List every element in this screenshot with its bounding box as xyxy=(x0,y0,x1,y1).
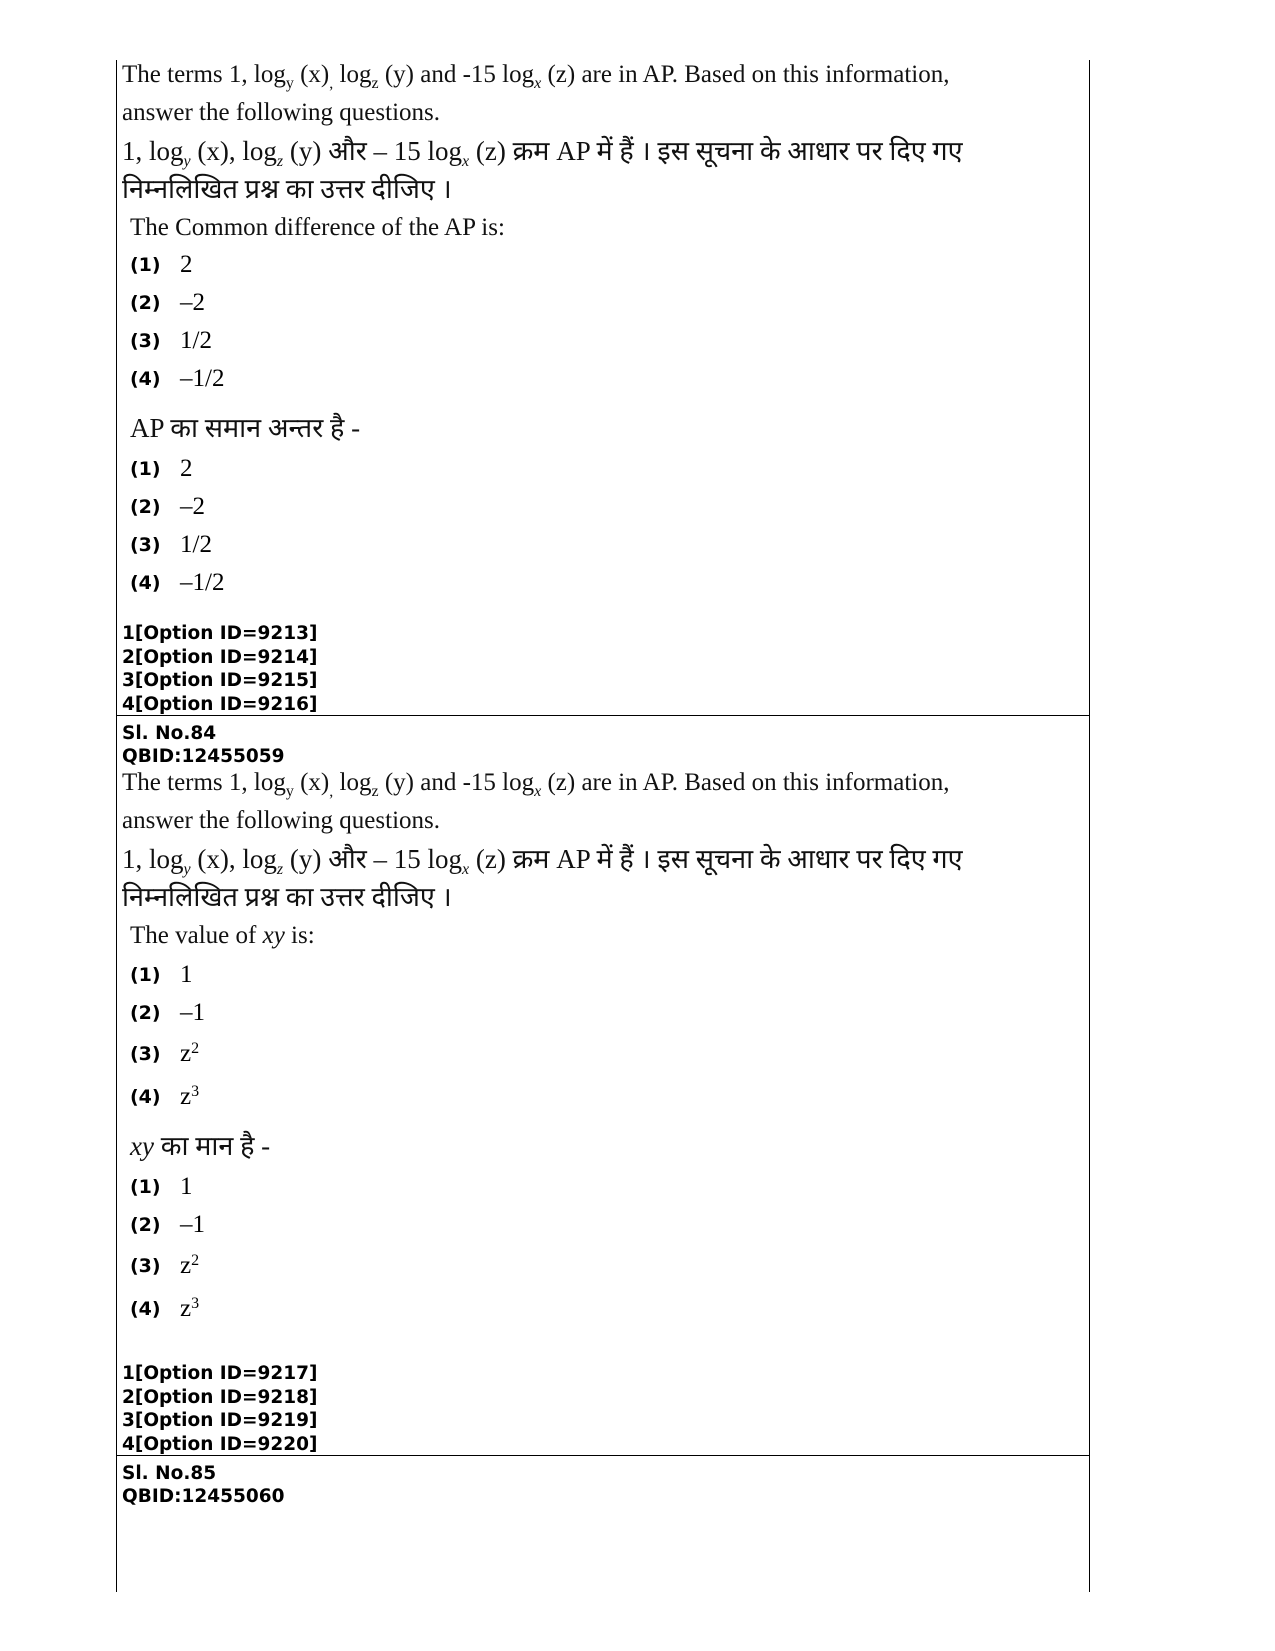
option-id-list xyxy=(122,1362,1072,1456)
question-stem-english: The terms 1, $\log_y (x)_,$ $\log_z (y)$ and -15 $\log_x (z)$ are in AP. Based on this information, answer the following questions. xyxy=(122,769,950,834)
question-text-hindi: xy का मान है - xyxy=(130,1131,271,1161)
option-4: (4) $z^3$ xyxy=(130,1294,200,1322)
option-id: 1[Option ID=9217] xyxy=(122,1363,318,1384)
question-text-hindi: AP का समान अन्तर है - xyxy=(130,413,361,443)
option-id: 1[Option ID=9213] xyxy=(122,623,318,644)
options-english xyxy=(122,246,1072,398)
option-id: 3[Option ID=9219] xyxy=(122,1410,318,1431)
option-2: (2) –1 xyxy=(130,1211,205,1238)
option-id: 2[Option ID=9218] xyxy=(122,1386,318,1408)
question-stem-hindi: 1, $\log_y (x)$, $\log_z (y)$ और – 15 $\log_x (z)$ क्रम AP में हैं । इस सूचना के आधार पर दिए गए निम्नलिखित प्रश्न का उत्तर दीजिए । xyxy=(122,844,963,912)
question-text-english: The Common difference of the AP is: xyxy=(130,214,505,241)
serial-number: Sl. No.85 xyxy=(122,1463,217,1484)
option-1: (1) 1 xyxy=(130,961,193,988)
option-3: (3) $z^2$ xyxy=(130,1039,200,1067)
option-3: (3) 1/2 xyxy=(130,531,212,558)
option-3: (3) 1/2 xyxy=(130,327,212,354)
question-85-block xyxy=(122,1462,1072,1508)
option-4: (4) –1/2 xyxy=(130,365,225,392)
option-id: 3[Option ID=9215] xyxy=(122,670,318,691)
option-3: (3) $z^2$ xyxy=(130,1251,200,1279)
question-text-english: The value of xy is: xyxy=(130,922,315,949)
option-id: 2[Option ID=9214] xyxy=(122,646,318,668)
option-id: 4[Option ID=9216] xyxy=(122,693,318,715)
options-hindi xyxy=(122,1168,1072,1330)
question-stem-english: The terms 1, $\log_y (x)_,$ $\log_z (y)$ and -15 $\log_x (z)$ are in AP. Based on this information, answer the following questions. xyxy=(122,61,950,126)
options-hindi xyxy=(122,450,1072,602)
question-bank-id: QBID:12455060 xyxy=(122,1486,285,1507)
option-2: (2) –1 xyxy=(130,999,205,1026)
option-1: (1) 2 xyxy=(130,455,193,482)
option-2: (2) –2 xyxy=(130,289,205,316)
question-84-block xyxy=(122,722,1072,1330)
serial-number: Sl. No.84 xyxy=(122,723,217,744)
option-2: (2) –2 xyxy=(130,493,205,520)
option-id: 4[Option ID=9220] xyxy=(122,1433,318,1455)
option-4: (4) $z^3$ xyxy=(130,1082,200,1110)
option-1: (1) 1 xyxy=(130,1173,193,1200)
option-4: (4) –1/2 xyxy=(130,569,225,596)
option-id-list xyxy=(122,622,1072,716)
question-stem-hindi: 1, $\log_y (x)$, $\log_z (y)$ और – 15 $\log_x (z)$ क्रम AP में हैं । इस सूचना के आधार पर दिए गए निम्नलिखित प्रश्न का उत्तर दीजिए । xyxy=(122,136,963,204)
options-english xyxy=(122,956,1072,1118)
option-1: (1) 2 xyxy=(130,251,193,278)
question-bank-id: QBID:12455059 xyxy=(122,746,285,767)
question-83-block xyxy=(122,56,1072,602)
